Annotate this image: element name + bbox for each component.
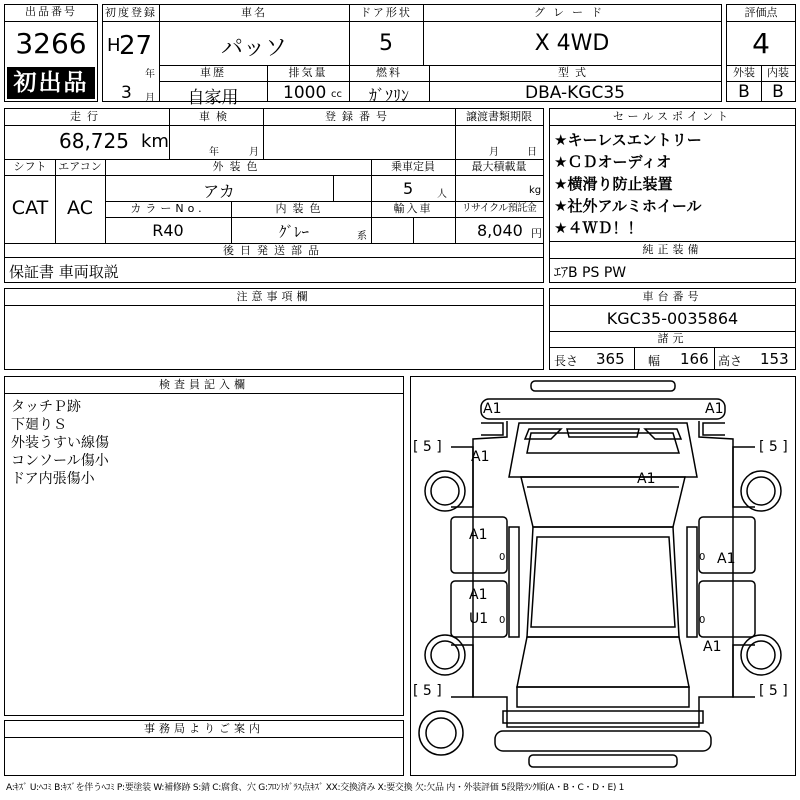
vehicle-table: [102, 4, 722, 108]
displacement-value: 1000: [283, 83, 327, 103]
interior-color-value: ｸﾞﾚｰ: [278, 223, 309, 241]
genuine-equipment-box: [549, 241, 796, 283]
chassis-value: KGC35-0035864: [606, 309, 739, 328]
grade-header: グレード: [534, 6, 610, 19]
history-value: 自家用: [187, 88, 239, 108]
length-value: 365: [596, 350, 625, 368]
sales-point-item: ★社外アルミホイール: [554, 197, 702, 215]
damage-mark: A1: [637, 471, 656, 487]
specs-header: 諸元: [657, 332, 688, 345]
inspector-line: 下廻りＳ: [11, 417, 67, 433]
grade-value: X 4WD: [534, 31, 610, 56]
displacement-header: 排気量: [288, 66, 328, 79]
later-parts-header: 後日発送部品: [223, 244, 325, 257]
recycle-unit: 円: [531, 227, 542, 240]
sales-point-item: ★横滑り防止装置: [554, 175, 673, 193]
height-value: 153: [760, 350, 789, 368]
tire-depth-rear-left: [ 5 ]: [413, 683, 442, 699]
displacement-unit: cc: [331, 89, 342, 100]
badge-label: 初出品: [13, 70, 89, 96]
transfer-day-unit: 日: [527, 147, 537, 158]
sales-points-header: セールスポイント: [612, 110, 732, 123]
inspector-line: ドア内張傷小: [11, 471, 95, 487]
doors-header: ドア形状: [360, 6, 412, 19]
details-table: [4, 108, 544, 258]
aircon-header: エアコン: [58, 160, 102, 173]
mileage-unit: km: [141, 131, 169, 152]
sales-point-item: ★ＣＤオーディオ: [554, 153, 672, 171]
damage-mark: A1: [703, 639, 722, 655]
capacity-header: 乗車定員: [391, 160, 435, 173]
recycle-value: 8,040: [477, 221, 523, 240]
history-header: 車歴: [200, 66, 226, 79]
car-outline-drawing: [411, 377, 795, 775]
score-box: [726, 4, 796, 102]
later-parts-value: 保証書 車両取説: [9, 263, 119, 281]
tire-depth-front-right: [ 5 ]: [759, 439, 788, 455]
inspection-year-unit: 年: [209, 147, 219, 158]
damage-mark: U1: [469, 611, 489, 627]
doors-value: 5: [379, 31, 393, 56]
reg-month: 3: [121, 83, 132, 103]
lot-number: 3266: [15, 27, 87, 60]
mileage-value: 68,725: [59, 129, 129, 153]
sales-point-item: ★４ＷＤ！！: [554, 219, 643, 237]
capacity-unit: 人: [437, 189, 447, 200]
score-value: 4: [752, 27, 770, 60]
tire-depth-rear-right: [ 5 ]: [759, 683, 788, 699]
recycle-header: リサイクル預託金: [461, 203, 537, 214]
inspector-line: 外装うすい線傷: [11, 435, 109, 451]
lot-box: [4, 4, 98, 102]
shift-header: シフト: [13, 160, 47, 173]
car-diagram: [410, 376, 796, 776]
import-header: 輸入車: [393, 202, 433, 215]
damage-mark: A1: [471, 449, 490, 465]
door-handle-mark: 0: [699, 552, 706, 563]
door-handle-mark: 0: [499, 552, 506, 563]
genuine-equipment-value: ｴｱB PS PW: [554, 265, 627, 281]
damage-mark: A1: [717, 551, 736, 567]
interior-color-unit: 系: [357, 231, 367, 242]
exterior-color-header: 外装色: [212, 160, 264, 173]
damage-mark: A1: [483, 401, 502, 417]
model-value: DBA-KGC35: [525, 83, 625, 103]
transfer-month-unit: 月: [489, 147, 499, 158]
exterior-score-header: 外装: [733, 66, 755, 79]
first-listing-badge: [7, 67, 95, 99]
reg-number-header: 登録番号: [325, 110, 393, 123]
inspector-header: 検査員記入欄: [159, 378, 249, 391]
score-header: 評価点: [744, 6, 778, 19]
width-value: 166: [680, 350, 709, 368]
legend-footer: A:ｷｽﾞ U:ﾍｺﾐ B:ｷｽﾞを伴うﾍｺﾐ P:要塗装 W:補修跡 S:錆 C:腐食、穴 G:ﾌﾛﾝﾄｶﾞﾗｽ点ｷｽﾞ XX:交換済み X:要交換 欠:欠品 内・外装評価 5段階ﾗﾝｸ順(A・B・C・D・E) 1: [6, 783, 625, 793]
reg-year-unit: 年: [145, 69, 155, 80]
exterior-color-value: アカ: [203, 182, 235, 201]
width-label: 幅: [648, 354, 661, 368]
interior-color-header: 内装色: [275, 202, 327, 215]
length-label: 長さ: [554, 354, 579, 368]
max-load-header: 最大積載量: [471, 160, 527, 173]
max-load-unit: kg: [529, 185, 542, 196]
genuine-equipment-header: 純正装備: [642, 243, 703, 256]
damage-mark: A1: [705, 401, 724, 417]
inspector-box: [4, 376, 404, 716]
shift-value: CAT: [11, 197, 49, 219]
chassis-box: [549, 288, 796, 370]
interior-score-header: 内装: [767, 66, 789, 79]
chassis-header: 車台番号: [642, 290, 703, 303]
car-name-header: 車名: [241, 6, 267, 19]
fuel-value: ｶﾞｿﾘﾝ: [368, 86, 409, 105]
mileage-header: 走行: [70, 110, 104, 123]
car-name-value: パッソ: [220, 36, 287, 61]
aircon-value: AC: [67, 197, 93, 219]
inspector-line: コンソール傷小: [11, 453, 109, 469]
interior-score: B: [772, 82, 784, 102]
inspection-month-unit: 月: [249, 147, 259, 158]
lot-header: 出品番号: [25, 5, 77, 18]
sales-point-item: ★キーレスエントリー: [554, 131, 702, 149]
inspection-header: 車検: [199, 110, 233, 123]
model-header: 型式: [558, 66, 592, 79]
notes-box: [4, 288, 544, 370]
later-parts-row: [4, 257, 544, 283]
office-header: 事務局よりご案内: [144, 722, 264, 735]
sales-points-box: [549, 108, 796, 242]
notes-header: 注意事項欄: [236, 290, 312, 303]
damage-mark: A1: [469, 527, 488, 543]
fuel-header: 燃料: [376, 66, 402, 79]
transfer-header: 譲渡書類期限: [466, 110, 532, 123]
exterior-score: B: [738, 82, 750, 102]
registration-header: 初度登録: [105, 6, 157, 19]
reg-month-unit: 月: [145, 93, 155, 104]
door-handle-mark: 0: [699, 615, 706, 626]
tire-depth-front-left: [ 5 ]: [413, 439, 442, 455]
inspector-line: タッチＰ跡: [11, 399, 81, 415]
capacity-value: 5: [403, 179, 414, 198]
reg-era: H: [107, 35, 121, 56]
reg-year: 27: [119, 31, 153, 61]
color-no-value: R40: [152, 221, 184, 240]
color-no-header: カラーNo.: [130, 202, 206, 215]
damage-mark: A1: [469, 587, 488, 603]
height-label: 高さ: [718, 354, 743, 368]
office-box: [4, 720, 404, 776]
door-handle-mark: 0: [499, 615, 506, 626]
